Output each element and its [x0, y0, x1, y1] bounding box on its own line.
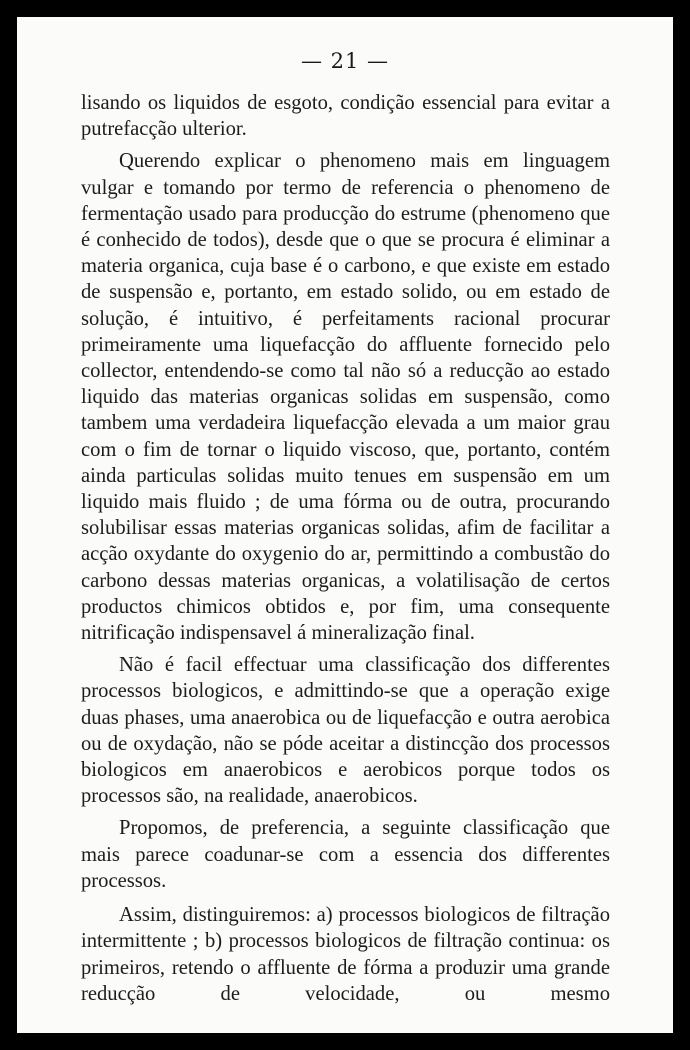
paragraph-classificacao: Não é facil effectuar uma classificação dos differentes processos biologicos, e admittindo-se que a operação exige duas phases, uma anaerobica ou de liquefacção e outra aerobica ou de oxydação, não se póde aceitar a distincção dos processos biologicos em anaerobicos e aerobicos porque todos os processos são, na realidade, anaerobicos. [81, 654, 610, 808]
paragraph-propomos: Propomos, de preferencia, a seguinte classificação que mais parece coadunar-se com a essencia dos differentes processos. [81, 817, 610, 892]
paragraph-assim: Assim, distinguiremos: a) processos biologicos de filtração intermittente ; b) processos biologicos de filtração continua: os primeiros, retendo o affluente de fórma a produzir uma grande reducção de velocidade, ou mesmo [81, 904, 610, 1005]
paragraph-phenomeno: Querendo explicar o phenomeno mais em linguagem vulgar e tomando por termo de referencia o phenomeno de fermentação usado para producção do estrume (phenomeno que é conhecido de todos), desde que o que se procura é eliminar a materia organica, cuja base é o carbono, e que existe em estado de suspensão e, portanto, em estado solido, ou em estado de solução, é intuitivo, é perfeitaments racional procurar primeiramente uma liquefacção do affluente fornecido pelo collector, entendendo-se como tal não só a reducção ao estado liquido das materias organicas solidas em suspensão, como tambem uma verdadeira liquefacção elevada a um maior grau com o fim de tornar o liquido viscoso, que, portanto, contém ainda particulas solidas muito tenues em suspensão em um liquido mais fluido ; de uma fórma ou de outra, procurando solubilisar essas materias organicas solidas, afim de facilitar a acção oxydante do oxygenio do ar, permittindo a combustão do carbono dessas materias organicas, a volatilisação de certos productos chimicos obtidos e, por fim, uma consequente nitrificação indispensavel á mineralização final. [81, 150, 610, 645]
paragraph-continuation: lisando os liquidos de esgoto, condição essencial para evitar a putrefacção ulterior. [81, 92, 610, 141]
body-text [81, 90, 610, 1007]
book-page [17, 17, 673, 1033]
page-number: — 21 — [300, 49, 390, 73]
